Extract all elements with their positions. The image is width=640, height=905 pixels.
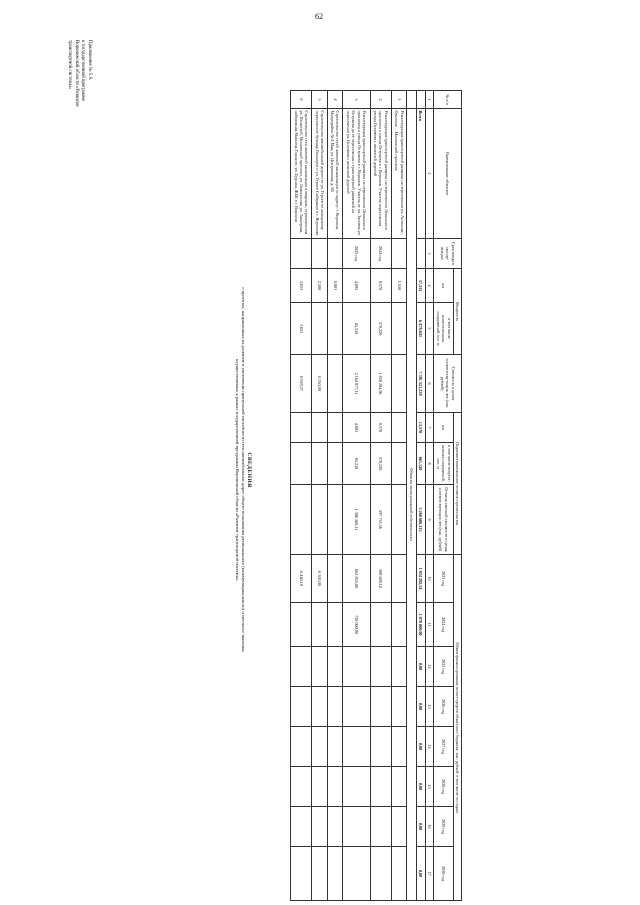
cell-rem-km xyxy=(391,413,406,443)
cell-km: 1,550 xyxy=(391,269,406,303)
cell-empty xyxy=(391,767,406,807)
cell-km: 4,895 xyxy=(343,269,370,303)
cell-art xyxy=(327,303,342,355)
column-number: 17 xyxy=(425,847,433,901)
cell-y2024 xyxy=(370,603,391,647)
column-number: 16 xyxy=(425,807,433,847)
cell-empty xyxy=(343,687,370,727)
cell-empty xyxy=(312,767,327,807)
cell-rem-art: 570,220 xyxy=(370,443,391,485)
total-2025: 0,00 xyxy=(416,647,425,687)
cell-km: 0,001 xyxy=(327,269,342,303)
cell-cost: 1 850 284,96 xyxy=(370,355,391,413)
cell-empty xyxy=(391,687,406,727)
column-number: 11 xyxy=(425,603,433,647)
cell-empty xyxy=(312,807,327,847)
col-header-year: 2030 год xyxy=(434,847,453,901)
cell-no: 3 xyxy=(343,91,370,109)
column-number: 2 xyxy=(425,109,433,239)
cell-empty xyxy=(370,807,391,847)
cell-empty xyxy=(343,807,370,847)
cell-empty xyxy=(291,767,312,807)
cell-empty xyxy=(370,767,391,807)
cell-y2023: 662 832,00 xyxy=(343,555,370,603)
col-header-year: 2027 год xyxy=(434,727,453,767)
col-header-rem-km: км xyxy=(434,413,453,443)
total-rem-art: 661,120 xyxy=(416,443,425,485)
cell-empty xyxy=(327,647,342,687)
cell-empty xyxy=(370,687,391,727)
header-row xyxy=(453,91,461,901)
column-number: 5 xyxy=(425,303,433,355)
col-header-km: км xyxy=(434,269,453,303)
col-header-funding: Объем финансирования за счет средств областного бюджета, тыс. рублей, в том числе по годам xyxy=(453,555,461,901)
section-label: Объекты муниципальной собственности xyxy=(407,109,416,901)
cell-empty xyxy=(391,727,406,767)
cell-art: 570,220 xyxy=(370,303,391,355)
cell-empty xyxy=(312,727,327,767)
total-km: 37,533 xyxy=(416,269,425,303)
cell-km: 0,570 xyxy=(370,269,391,303)
cell-rem-art xyxy=(312,443,327,485)
col-header-year: 2029 год xyxy=(434,807,453,847)
section-row xyxy=(407,91,416,901)
column-number: 13 xyxy=(425,687,433,727)
column-number: 3 xyxy=(425,239,433,269)
cell-empty xyxy=(327,687,342,727)
cell-rem-cost xyxy=(327,485,342,555)
cell-name: Строительство сети ливневой канализации в квартале, ограниченном ул. Пешестой, Московский проспект, ул. Ломоносова, ул. Танкерная, набережная Максима Горького, ул. Бурсака, ЖБК в г. Воронеж xyxy=(291,109,312,239)
cell-name: Строительство сетей ливневой канализации по адресу: г. Воронеж, Микрорайон № 4 Мая, ул. Центральная, д. 66 xyxy=(327,109,342,239)
cell-empty xyxy=(391,847,406,901)
col-header-year: 2025 год xyxy=(434,647,453,687)
cell-term xyxy=(327,239,342,269)
total-2023: 1 934 292,54 xyxy=(416,555,425,603)
annex-note xyxy=(66,40,92,300)
cell-rem-art xyxy=(391,443,406,485)
col-header-cost: Стоимость в ценах соответству-ющих лет (тыс. рублей) xyxy=(434,355,462,413)
cell-rem-art xyxy=(327,443,342,485)
col-header-artificial: в том числе искусственных сооружений, пог. м xyxy=(434,303,453,355)
total-label: Всего xyxy=(416,109,425,239)
cell-name: Реконструкция транспортной развязки на пересечении Ленинского проспекта и улицы Остужева в г. Воронеж. Участок от пл. Заставы ул. Остужева до её пересечения с транспортной развязкой на пересечении ул. Остужева с железной дорогой xyxy=(343,109,370,239)
cell-rem-km: 4,895 xyxy=(343,413,370,443)
col-header-no: № п/п xyxy=(434,91,462,109)
annex-line: Приложение № 5.А xyxy=(87,40,92,80)
page-number: 62 xyxy=(315,12,323,21)
document-heading xyxy=(234,150,252,790)
document-title: СВЕДЕНИЯ xyxy=(246,452,252,488)
cell-y2024: 720 000,00 xyxy=(343,603,370,647)
cell-art xyxy=(312,303,327,355)
cell-rem-cost xyxy=(291,485,312,555)
cell-y2023 xyxy=(327,555,342,603)
annex-line: к государственной программе xyxy=(80,40,86,101)
cell-rem-km xyxy=(291,413,312,443)
cell-empty xyxy=(312,847,327,901)
col-header-readiness: Подлежит выполнению остаток строительства xyxy=(453,413,461,555)
cell-rem-cost xyxy=(391,485,406,555)
column-number: 12 xyxy=(425,647,433,687)
cell-rem-km: 0,570 xyxy=(370,413,391,443)
cell-y2023: 589 688,10 xyxy=(370,555,391,603)
table-row xyxy=(291,91,312,901)
cell-cost: 6 530,00 xyxy=(312,355,327,413)
document-subtitle: о проектах, направленных на развитие и увеличение пропускной способности сети автомобильных дорог общего пользования регионального (межмуниципального) и местного значения, xyxy=(241,287,246,653)
annex-line: Воронежской области «Развитие xyxy=(73,40,79,107)
document-subtitle: осуществляемых в рамках государственной программы Воронежской области «Развитие транспортной системы» xyxy=(234,359,240,581)
column-number: 10 xyxy=(425,555,433,603)
cell-rem-km xyxy=(327,413,342,443)
cell-no: 2 xyxy=(370,91,391,109)
table-row xyxy=(343,91,370,901)
cell-y2023: 6 440,10 xyxy=(291,555,312,603)
cell-term xyxy=(391,239,406,269)
cell-no: 4 xyxy=(327,91,342,109)
cell-empty xyxy=(327,767,342,807)
cell-empty xyxy=(291,687,312,727)
cell-y2024 xyxy=(391,603,406,647)
cell-empty xyxy=(327,807,342,847)
cell-rem-km xyxy=(312,413,327,443)
column-number-row xyxy=(425,91,433,901)
cell-y2023: 6 305,00 xyxy=(312,555,327,603)
col-header-year: 2024 год xyxy=(434,603,453,647)
cell-cost xyxy=(391,355,406,413)
cell-term xyxy=(312,239,327,269)
cell-empty xyxy=(343,727,370,767)
column-number: 1 xyxy=(425,91,433,109)
cell-rem-cost: 1 386 566,11 xyxy=(343,485,370,555)
cell-no: 6 xyxy=(291,91,312,109)
cell-empty xyxy=(291,647,312,687)
cell-empty xyxy=(391,647,406,687)
total-2027: 0,00 xyxy=(416,727,425,767)
column-number: 9 xyxy=(425,485,433,555)
total-2024: 1 870 000,00 xyxy=(416,603,425,647)
cell-y2024 xyxy=(327,603,342,647)
cell-cost: 2 164 877,11 xyxy=(343,355,370,413)
column-number: 15 xyxy=(425,767,433,807)
cell-empty xyxy=(312,647,327,687)
total-2029: 0,00 xyxy=(416,807,425,847)
table-row xyxy=(370,91,391,901)
cell-empty xyxy=(327,847,342,901)
total-2028: 0,00 xyxy=(416,767,425,807)
annex-line: транспортной системы» xyxy=(67,40,73,90)
column-number: 4 xyxy=(425,269,433,303)
total-2026: 0,00 xyxy=(416,687,425,727)
cell-empty xyxy=(312,687,327,727)
cell-y2024 xyxy=(291,603,312,647)
cell-empty xyxy=(343,767,370,807)
cell-name: Реконструкция транспортной развязки на пересечении Ленинского проспекта и улицы Остужева в г. Воронеж. Участок пересечения улицы Остужева с железной дорогой xyxy=(370,109,391,239)
total-art: 6 479,843 xyxy=(416,303,425,355)
col-header-capacity: Мощность xyxy=(453,269,461,355)
cell-name: Строительство автомобильной дороги от ул. Героев по кольцевому пересечению бульвар Пионеров и ул. Героев Сибиряков в г. Воронеже xyxy=(312,109,327,239)
cell-cost xyxy=(327,355,342,413)
cell-empty xyxy=(291,847,312,901)
cell-empty xyxy=(370,647,391,687)
total-rem-cost: 3 268 606,315 xyxy=(416,485,425,555)
cell-empty xyxy=(370,727,391,767)
column-number: 14 xyxy=(425,727,433,767)
cell-cost: 6 639,27 xyxy=(291,355,312,413)
cell-empty xyxy=(343,847,370,901)
column-number: 8 xyxy=(425,443,433,485)
cell-rem-cost xyxy=(312,485,327,555)
cell-km: 3,653 xyxy=(291,269,312,303)
cell-y2023 xyxy=(391,555,406,603)
col-header-name: Наименование объектов xyxy=(434,109,462,239)
col-header-year: 2023 год xyxy=(434,555,453,603)
cell-empty xyxy=(370,847,391,901)
table-row xyxy=(327,91,342,901)
cell-art xyxy=(391,303,406,355)
projects-table xyxy=(290,90,462,901)
cell-rem-cost: 597 735,56 xyxy=(370,485,391,555)
cell-y2024 xyxy=(312,603,327,647)
total-row xyxy=(416,91,425,901)
cell-term xyxy=(291,239,312,269)
cell-no: 1 xyxy=(391,91,406,109)
cell-no: 5 xyxy=(312,91,327,109)
col-header-year: 2026 год xyxy=(434,687,453,727)
cell-art: 3,653 xyxy=(291,303,312,355)
col-header-rem-art: в том числе искусст-венных сооружений, пог. м xyxy=(434,443,453,485)
col-header-year: 2028 год xyxy=(434,767,453,807)
table-row xyxy=(312,91,327,901)
total-rem-km: 13,570 xyxy=(416,413,425,443)
cell-empty xyxy=(343,647,370,687)
column-number: 7 xyxy=(425,413,433,443)
cell-km: 2,580 xyxy=(312,269,327,303)
cell-empty xyxy=(327,727,342,767)
cell-term: 2025 год xyxy=(343,239,370,269)
cell-empty xyxy=(291,727,312,767)
col-header-rem-cost: Остаток сметной стоимости в ценах соответствующих лет (тыс. рублей) xyxy=(434,485,453,555)
table-row xyxy=(391,91,406,901)
column-number: 6 xyxy=(425,355,433,413)
cell-art: 85,210 xyxy=(343,303,370,355)
cell-rem-art xyxy=(291,443,312,485)
total-2030: 0,00 xyxy=(416,847,425,901)
total-cost: 7 391 521,239 xyxy=(416,355,425,413)
col-header-term: Срок ввода в эксплу-атацию xyxy=(434,239,462,269)
cell-name: Реконструкция транспортной развязки на пересечении ул. Антонова-Овсеенко – Московский проспект xyxy=(391,109,406,239)
cell-empty xyxy=(391,807,406,847)
cell-rem-art: 85,210 xyxy=(343,443,370,485)
cell-empty xyxy=(291,807,312,847)
cell-term: 2024 год xyxy=(370,239,391,269)
